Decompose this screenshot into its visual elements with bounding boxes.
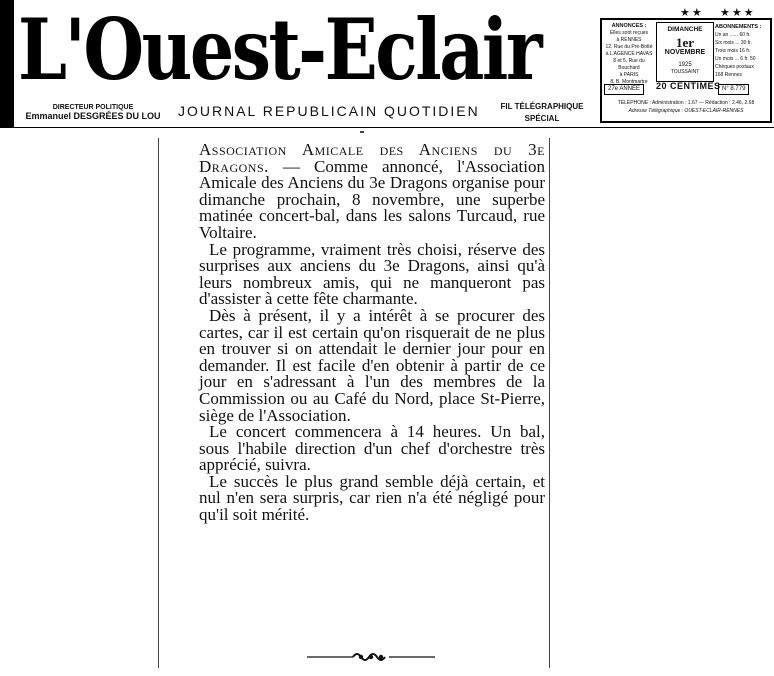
issue-number: N° 8.779 [718,84,749,95]
abonnements-line: Un an ...... 60 fr. [715,32,751,38]
annonces-line: à RENNES [616,37,642,43]
article-paragraph: Le succès le plus grand semble déjà certain, et nul n'en sera surpris, car rien n'a été négligé pour qu'il soit mérité. [199,471,545,525]
masthead [0,0,774,127]
abonnements-line: Trois mois 16 fr. [715,48,751,54]
telegraph-note [494,101,590,125]
abonnements-line: 168 Rennes [715,72,742,78]
annonces-line: 8, B. Montmartre [610,79,648,85]
issue-saint: TOUSSAINT [670,69,700,75]
telegraph-line-2: SPÉCIAL [524,114,560,123]
newspaper-title: L'Ouest-Eclair [18,0,541,99]
annonces-block [605,23,653,86]
abonnements-line: Un mois ... 6 fr. 50 [715,56,756,62]
issue-price: 20 CENTIMES [656,81,721,91]
article-paragraph: Dès à présent, il y a intérêt à se procurer des cartes, car il est certain qu'on risquerait de ne plus en trouver si on attendait le dernier jour pour en demander. Il est facile d'en obtenir à partir de ce jour en s'adressant à l'un des membres de la Commission ou au Café du Nord, place St-Pierre, siège de l'Association. [199,305,545,425]
stars-right: ★★★ [720,7,756,19]
article-paragraph [199,142,545,242]
article-paragraph: Le concert commencera à 14 heures. Un bal, sous l'habile direction d'un chef d'orchestre très apprécié, suivra. [199,422,545,475]
issue-month: NOVEMBRE [664,49,706,56]
year-of-publication: 27e ANNÉE [604,84,644,95]
abonnements-line: Six mois ... 30 fr. [715,40,752,46]
annonces-line: à L'AGENCE HAVAS [605,51,653,57]
abonnements-title: ABONNEMENTS : [715,24,762,30]
director-name: Emmanuel DESGRÉES DU LOU [25,111,161,121]
issue-day: DIMANCHE [667,26,703,33]
annonces-line: à PARIS [619,72,639,78]
column-tick-mark [360,131,364,133]
issue-info-box [600,18,772,123]
issue-year: 1925 [678,62,692,68]
contact-line [606,99,766,115]
annonces-line: 12, Rue du Pré-Botté [605,44,653,50]
abonnements-line: Chèques postaux [715,64,754,70]
annonces-line: 8 et 5, Rue du Bouchard [613,58,645,71]
masthead-rule [0,127,774,128]
director-label: DIRECTEUR POLITIQUE [52,104,134,111]
masthead-edge-bar [0,0,14,127]
stars-left: ★★ [680,7,704,19]
telephone-line: TÉLÉPHONE : Administration : 1.67 — Rédaction : 2.46, 2.68 [617,100,755,106]
issue-date-number: 1er [675,35,695,50]
article-heading: Association Amicale des Anciens du 3e Dragons. [199,140,545,176]
article-body [199,142,545,524]
telegraph-address: Adresse Télégraphique : OUEST-ECLAIR-RENNES [628,108,744,114]
date-box [656,22,714,82]
director-block [18,104,168,120]
article-column [158,138,550,668]
abonnements-block [715,23,767,79]
newspaper-subtitle: JOURNAL REPUBLICAIN QUOTIDIEN [178,103,480,119]
article-text: — Comme annoncé, l'Association Amicale des Anciens du 3e Dragons organise pour dimanche prochain, 8 novembre, une superbe matinée concert-bal, dans les salons Turcaud, rue Voltaire. [199,156,545,242]
annonces-title: ANNONCES : [611,23,647,29]
annonces-line: Elles sont reçues [609,30,649,36]
article-paragraph: Le programme, vraiment très choisi, réserve des surprises aux anciens du 3e Dragons, ainsi qu'à leurs nombreux amis, qui ne manqueront pas d'assister à cette fête charmante. [199,239,545,309]
telegraph-line-1: FIL TÉLÉGRAPHIQUE [500,102,584,111]
end-ornament [305,650,437,664]
